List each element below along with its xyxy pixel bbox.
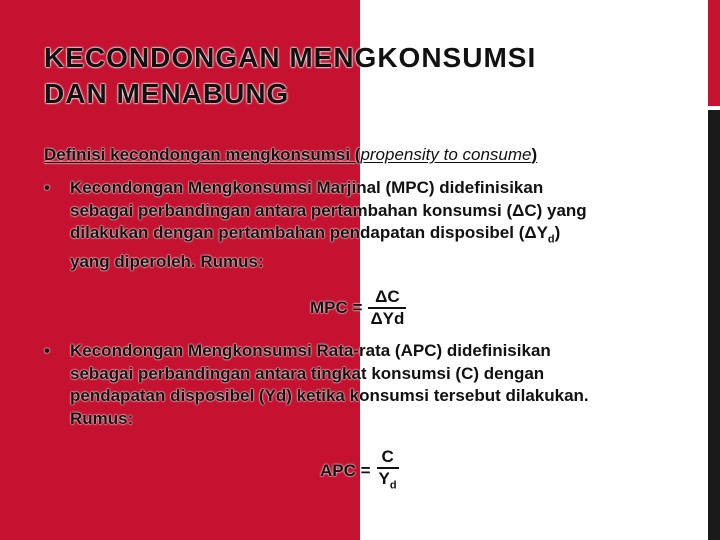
bullet-mpc-line-3-sub: d <box>547 233 555 246</box>
formula-apc-denominator-sub: d <box>389 479 397 492</box>
formula-mpc-denominator: ΔYd <box>370 309 405 328</box>
bullet-apc-line-1: Kecondongan Mengkonsumsi Rata-rata (APC) didefinisikan <box>70 341 551 360</box>
bullet-mpc-line-2: sebagai perbandingan antara pertambahan konsumsi (ΔC) yang <box>70 200 587 220</box>
slide-title <box>44 40 694 112</box>
subtitle-close: ) <box>531 145 538 164</box>
formula-apc-denominator-text: Y <box>378 469 390 488</box>
bullet-mpc-line-3 <box>44 222 694 251</box>
bullet-dot: • <box>44 341 50 360</box>
bullet-apc-line-3: pendapatan disposibel (Yd) ketika konsumsi tersebut dilakukan. <box>70 386 589 405</box>
formula-mpc <box>310 287 406 329</box>
formula-apc-denominator <box>377 469 399 495</box>
bullet-apc <box>44 340 694 430</box>
bullet-mpc-line-1: Kecondongan Mengkonsumsi Marjinal (MPC) didefinisikan <box>70 178 544 197</box>
formula-apc-lhs: APC = <box>320 461 371 481</box>
bullet-dot: • <box>44 178 50 197</box>
bullet-apc-line-2: sebagai perbandingan antara tingkat konsumsi (C) dengan <box>70 363 545 383</box>
formula-apc-fraction <box>377 447 399 495</box>
formula-apc <box>320 447 399 495</box>
bullet-mpc-line-4: yang diperoleh. Rumus: <box>70 251 264 271</box>
formula-mpc-lhs: MPC = <box>310 298 363 317</box>
formula-mpc-fraction <box>368 287 406 329</box>
bullet-mpc <box>44 177 694 273</box>
red-edge-stripe <box>708 0 720 106</box>
bullet-mpc-line-3-close: ) <box>554 223 561 242</box>
slide-subtitle <box>44 143 694 167</box>
title-line-2: DAN MENABUNG <box>44 78 290 109</box>
subtitle-main: Definisi kecondongan mengkonsumsi ( <box>44 145 361 164</box>
subtitle-italic: propensity to consume <box>360 145 532 164</box>
dark-edge-stripe <box>708 110 720 540</box>
formula-mpc-numerator: ΔC <box>375 287 400 306</box>
bullet-mpc-line-3-text: dilakukan dengan pertambahan pendapatan disposibel (ΔY <box>70 223 548 242</box>
title-line-1: KECONDONGAN MENGKONSUMSI <box>44 42 537 73</box>
formula-apc-numerator: C <box>381 447 394 466</box>
bullet-apc-line-4: Rumus: <box>70 408 134 428</box>
